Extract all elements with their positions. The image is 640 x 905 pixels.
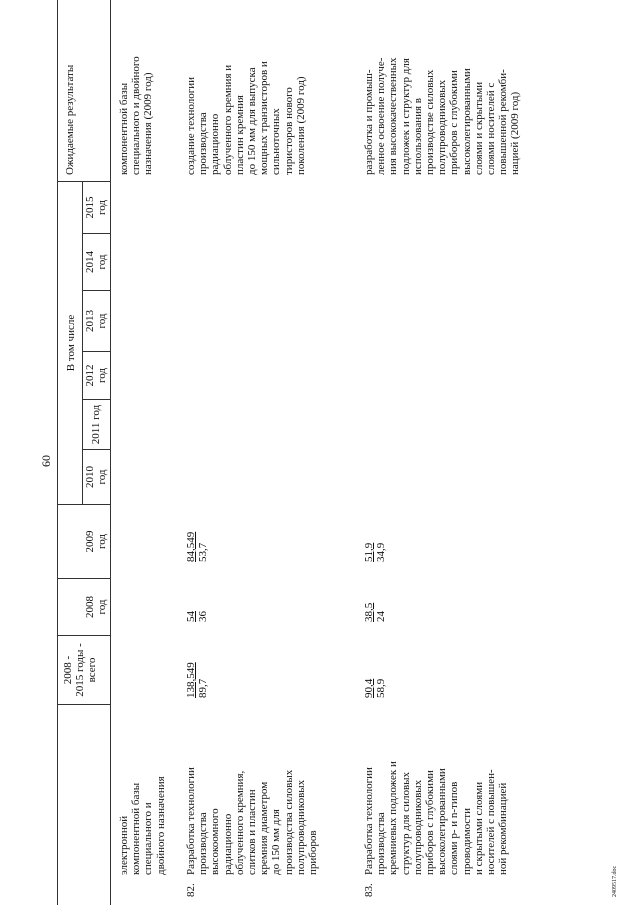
header-results: Ожидаемые результаты (64, 64, 76, 175)
value-2009: 84,549 53,7 (185, 531, 210, 562)
row-number: 83. (363, 883, 375, 897)
col-divider-total (57, 704, 110, 705)
row-result: создание технологии производства радиационно облученного кремния и пластин кремния до 150 мм для выпуска мощных транзисторов и сильноточных тиристоров нового поколения (2009 год) (185, 61, 307, 175)
total-value: 90,4 58,9 (363, 678, 388, 698)
header-in-that-number: В том числе (65, 314, 77, 372)
header-2010: 2010 год (84, 466, 109, 488)
page-number: 60 (39, 455, 53, 467)
row-name: Разработка технологии производства кремниевых подложек и структур для силовых полупроводниковых приборов с глубокими высоколегированными слоями p- и n-типов проводимости и скрытыми слоями носителей с повышен- ной рекомбинацией (363, 761, 510, 875)
header-2013: 2013 год (84, 310, 109, 332)
row-result: разработка и промыш- ленное освоение получе- ния высококачественных подложек и структур для использования в производстве силовых полупроводниковых приборов с глубокими высоколегированными слоями и скрытыми слоями носителей с повышенной рекомби- нацией (2009 год) (363, 57, 522, 175)
header-total: 2008 - 2015 годы - всего (62, 643, 99, 697)
value-2009: 51,9 34,9 (363, 542, 388, 562)
header-2015: 2015 год (84, 196, 109, 219)
header-2012: 2012 год (84, 364, 109, 387)
subheader-divider (82, 182, 83, 505)
header-bottom-border (110, 0, 111, 905)
row-number: 82. (185, 883, 197, 897)
header-2009: 2009 год (84, 530, 109, 553)
header-2014: 2014 год (84, 251, 109, 273)
row-name: Разработка технологии производства высокоомного радиационно облученного кремния, слитков и пластин кремния диаметром до 150 мм для производства силовых полупроводниковых приборов (185, 767, 320, 875)
carryover-name: электронной компонентной базы специального и двойного назначения (118, 776, 167, 875)
value-2008: 38,5 24 (363, 602, 388, 622)
footer-filename: 2409517.doc (612, 865, 618, 897)
value-2008: 54 36 (185, 611, 210, 622)
header-2008: 2008 год (84, 596, 109, 618)
carryover-result: компонентной базы специального и двойного назначения (2009 год) (118, 56, 155, 175)
table-top-border (57, 0, 58, 905)
total-value: 138,549 89,7 (185, 662, 210, 698)
header-2011: 2011 год (90, 404, 102, 445)
